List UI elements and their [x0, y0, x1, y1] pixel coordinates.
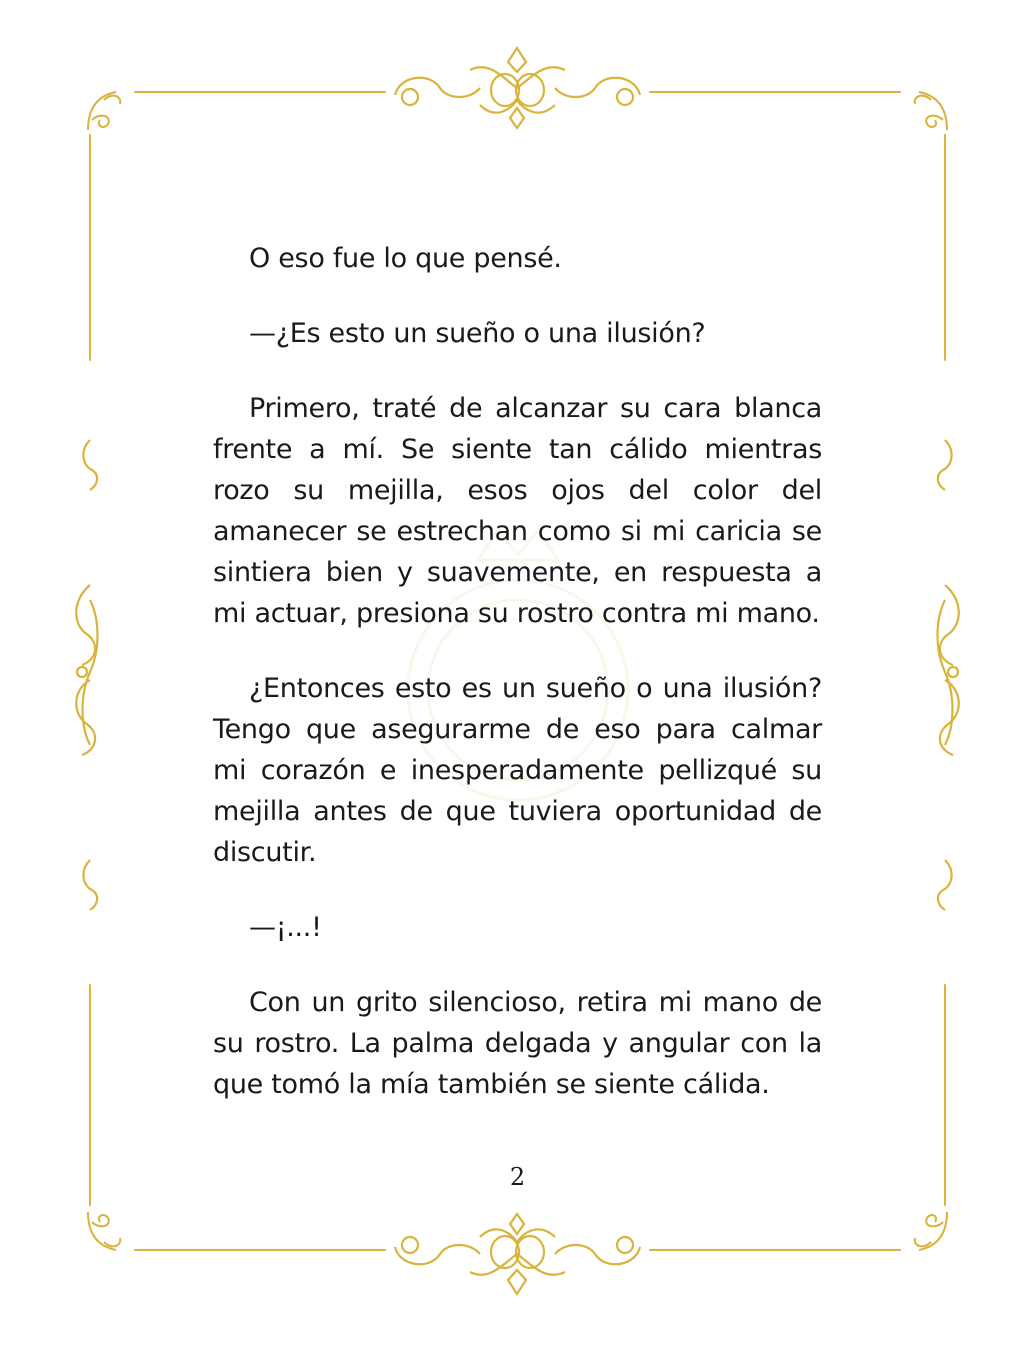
right-side-flourish — [938, 440, 959, 910]
body-text — [213, 238, 822, 1139]
left-side-flourish — [76, 440, 97, 910]
paragraph: —¿Es esto un sueño o una ilusión? — [249, 318, 706, 349]
top-flourish — [395, 48, 640, 128]
page-number: 2 — [509, 1163, 526, 1191]
paragraph: —¡...! — [249, 912, 322, 943]
paragraph: O eso fue lo que pensé. — [249, 243, 562, 274]
paragraph: Primero, traté de alcanzar su cara blanca frente a mí. Se siente tan cálido mientras rozo su mejilla, esos ojos del color del amanecer se estrechan como si mi caricia se sintiera bien y suavemente, en respuesta a mi actuar, presiona su rostro contra mi mano. — [213, 393, 822, 629]
paragraph: Con un grito silencioso, retira mi mano de su rostro. La palma delgada y angular con la que tomó la mía también se siente cálida. — [213, 987, 822, 1100]
paragraph: ¿Entonces esto es un sueño o una ilusión? Tengo que asegurarme de eso para calmar mi corazón e inesperadamente pellizqué su mejilla antes de que tuviera oportunidad de discutir. — [213, 673, 822, 868]
bottom-flourish — [395, 1214, 640, 1294]
